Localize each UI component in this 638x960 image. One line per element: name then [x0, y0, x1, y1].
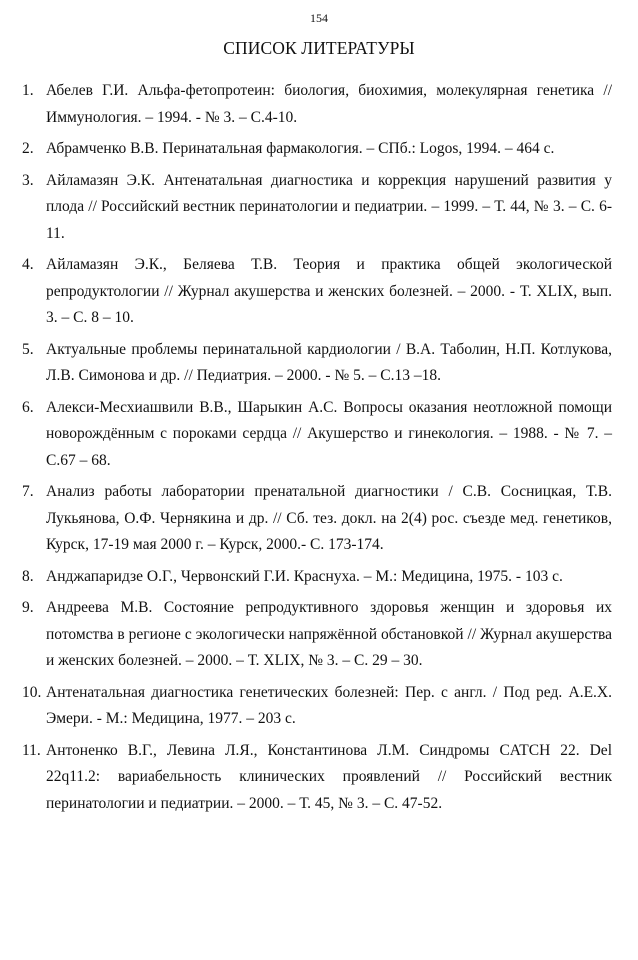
- reference-number: 10.: [22, 683, 42, 701]
- reference-number: 3.: [22, 171, 34, 189]
- reference-text: Анализ работы лаборатории пренатальной диагностики / С.В. Сосницкая, Т.В. Лукьянова, О.Ф. Чернякина и др. // Сб. тез. докл. на 2(4) рос. съезде мед. генетиков, Курск, 17-19 мая 2000 г. – Курск, 2000.- С. 173-174.: [46, 483, 612, 553]
- reference-item: [22, 78, 612, 131]
- reference-number: 9.: [22, 599, 34, 616]
- reference-item: [22, 479, 612, 559]
- reference-number: 6.: [22, 398, 34, 416]
- reference-number: 8.: [22, 567, 34, 585]
- page-title: СПИСОК ЛИТЕРАТУРЫ: [223, 38, 415, 58]
- reference-text: Айламазян Э.К., Беляева Т.В. Теория и практика общей экологической репродуктологии // Журнал акушерства и женских болезней. – 2000. - Т. XLIX, вып. 3. – С. 8 – 10.: [46, 256, 612, 326]
- reference-number: 2.: [22, 140, 34, 157]
- reference-item: [22, 680, 612, 733]
- reference-text: Актуальные проблемы перинатальной кардиологии / В.А. Таболин, Н.П. Котлукова, Л.В. Симонова и др. // Педиатрия. – 2000. - № 5. – С.13 –18.: [46, 340, 612, 384]
- reference-text: Айламазян Э.К. Антенатальная диагностика и коррекция нарушений развития у плода // Российский вестник перинатологии и педиатрии. – 1999. – Т. 44, № 3. – С. 6-11.: [46, 171, 612, 242]
- reference-text: Анджапаридзе О.Г., Червонский Г.И. Краснуха. – М.: Медицина, 1975. - 103 с.: [46, 567, 563, 585]
- reference-text: Антоненко В.Г., Левина Л.Я., Константинова Л.М. Синдромы CATCH 22. Del 22q11.2: вариабельность клинических проявлений // Российский вестник перинатологии и педиатрии. – 2000. – Т. 45, № 3. – С. 47-52.: [46, 741, 612, 812]
- reference-item: [22, 595, 612, 675]
- reference-text: Абелев Г.И. Альфа-фетопротеин: биология, биохимия, молекулярная генетика // Иммунология. – 1994. - № 3. – С.4-10.: [46, 82, 612, 126]
- reference-number: 11.: [22, 741, 41, 759]
- reference-item: [22, 252, 612, 332]
- reference-number: 1.: [22, 82, 34, 99]
- reference-item: [22, 738, 612, 818]
- reference-text: Антенатальная диагностика генетических болезней: Пер. с англ. / Под ред. А.Е.Х. Эмери. - М.: Медицина, 1977. – 203 с.: [46, 683, 612, 727]
- page-number: 154: [310, 11, 328, 25]
- reference-item: [22, 564, 612, 591]
- reference-item: [22, 395, 612, 475]
- reference-number: 4.: [22, 256, 34, 273]
- reference-text: Алекси-Месхиашвили В.В., Шарыкин А.С. Вопросы оказания неотложной помощи новорождённым с пороками сердца // Акушерство и гинекология. – 1988. - № 7. – С.67 – 68.: [46, 398, 612, 469]
- reference-item: [22, 168, 612, 248]
- reference-number: 5.: [22, 340, 34, 358]
- reference-item: [22, 337, 612, 390]
- reference-text: Абрамченко В.В. Перинатальная фармакология. – СПб.: Logos, 1994. – 464 с.: [46, 140, 555, 157]
- reference-number: 7.: [22, 483, 34, 500]
- reference-text: Андреева М.В. Состояние репродуктивного здоровья женщин и здоровья их потомства в регионе с экологически напряжённой обстановкой // Журнал акушерства и женских болезней. – 2000. – Т. XLIX, № 3. – С. 29 – 30.: [46, 599, 612, 669]
- reference-item: [22, 136, 612, 163]
- reference-list: [22, 78, 612, 822]
